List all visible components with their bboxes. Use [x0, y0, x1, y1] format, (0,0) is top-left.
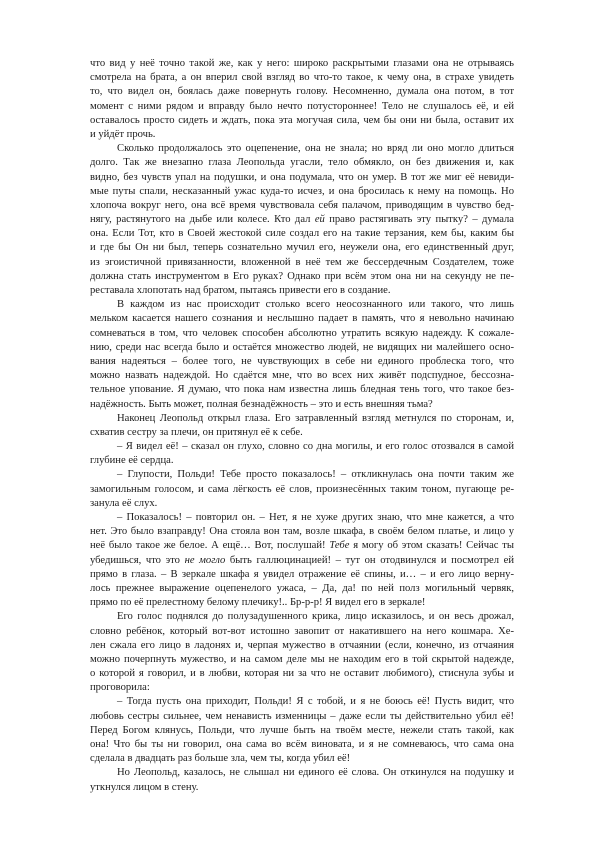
- text-line: хлопоча вокруг него, она всё время чувствовала себя палачом, приводящим в чувство бед-: [90, 199, 514, 211]
- emphasized-word: не могло: [184, 554, 226, 566]
- text-line: – Глупости, Польди! Тебе просто показалось! – откликнулась она почти таким же: [117, 469, 514, 481]
- text-line: и где бы Он ни был, теперь сознательно мучил его, неужели она, его единственный друг,: [90, 242, 514, 254]
- emphasized-word: ей: [314, 214, 325, 226]
- text-line: занула её слух.: [90, 497, 158, 509]
- text-line: – Показалось! – повторил он. – Нет, я не хуже других знаю, что мне кажется, а что: [117, 512, 514, 523]
- text-line: мые путы спали, несказанный ужас куда-то исчез, и она бросилась к нему на помощь. Но: [90, 185, 514, 197]
- text-line: нягу, растянутого на дыбе или колесе. Кто дал ей право растягивать эту пытку? – думала: [90, 214, 514, 226]
- text-line: оставалось просто сидеть и ждать, пока эта могучая сила, чем бы они ни была, оставит их: [90, 114, 514, 126]
- text-line: вания надеяться – более того, не чувствующих в себе ни единого проблеска того, что: [90, 355, 514, 367]
- text-line: прямо по её прелестному белому плечику!.. Бр-р-р! Я видел его в зеркале!: [90, 597, 426, 609]
- text-line: видно, без чувств упал на подушки, и она подумала, что он умер. В тот же миг её невиди-: [90, 171, 514, 183]
- text-line: мельком касается нашего сознания и неслышно падает в память, что я невольно начинаю: [90, 313, 514, 325]
- text-line: можно почерпнуть мужество, и на самом деле мы не находим его в той скрытой надежде,: [90, 653, 514, 665]
- text-line: глубине её сердца.: [90, 455, 174, 467]
- text-line: проговорила:: [90, 682, 150, 694]
- text-line: тельное упование. Я думаю, что пока нам известна лишь бледная тень того, что такое без-: [90, 384, 514, 396]
- text-line: – Я видел её! – сказал он глухо, словно со дна могилы, и его голос отозвался в самой: [117, 441, 514, 453]
- text-line: лен сжала его лицо в ладонях и, черпая мужество в отчаянии (если, конечно, из отчаяния: [90, 639, 514, 651]
- text-line: Наконец Леопольд открыл глаза. Его затравленный взгляд метнулся по сторонам, и,: [117, 412, 514, 424]
- text-line: неё было такое же белое. А ещё… Вот, послушай! Тебе я могу об этом сказать! Сейчас ты: [90, 540, 514, 552]
- text-line: схватив сестру за плечи, он притянул её к себе.: [90, 426, 303, 438]
- text-line: она. Если Тот, кто в Своей жестокой силе создал его на такие терзания, кем бы, каким бы: [90, 228, 514, 240]
- document-body-text: [90, 57, 514, 795]
- text-line: В каждом из нас происходит столько всего неосознанного или такого, что лишь: [117, 299, 514, 311]
- text-line: сомневаться в том, что человек способен абсолютно утратить всякую надежду. К сожале-: [90, 327, 514, 339]
- text-line: нет. Это было взаправду! Она стояла вон там, возле шкафа, в своём белом платье, и лицо у: [90, 526, 514, 538]
- text-line: момент с ними рядом и вправду было нечто потустороннее! Тело не слушалось её, и ей: [90, 100, 514, 112]
- emphasized-word: Тебе: [329, 540, 350, 552]
- text-line: Его голос поднялся до полузадушенного крика, лицо исказилось, и он весь дрожал,: [117, 611, 514, 623]
- text-line: то, что видел он, боялась даже повернуть голову. Несомненно, думала она потом, в тот: [90, 86, 514, 98]
- text-line: и уйдёт прочь.: [90, 128, 156, 140]
- text-line: замогильным голосом, и сама лёгкость её слов, произнесённых таким тоном, пугающе ре-: [90, 483, 514, 495]
- text-line: словно ребёнок, который вот-вот истошно завопит от накатившего на него кошмара. Хе-: [90, 625, 514, 637]
- text-line: что вид у неё точно такой же, как у него: широко раскрытыми глазами она не отрываясь: [90, 58, 514, 69]
- text-line: – Тогда пусть она приходит, Польди! Я с тобой, и я не боюсь её! Пусть видит, что: [117, 696, 514, 708]
- text-line: нию, среди нас всегда было и остаётся множество людей, не видящих ни малейшего осно-: [90, 341, 514, 353]
- text-line: надёжность. Быть может, полная безнадёжность – это и есть внешняя тьма?: [90, 398, 433, 410]
- text-line: Но Леопольд, казалось, не слышал ни единого её слова. Он откинулся на подушку и: [117, 767, 514, 779]
- text-line: должна стать инструментом в Его руках? Однако при всём этом она ни на секунду не пе-: [90, 270, 514, 282]
- text-line: лось прежнее выражение оцепенелого ужаса, – Да, да! по ней полз могильный червяк,: [90, 582, 514, 594]
- text-line: о которой я говорил, и в любви, которая ни за что не оставит любимого), стиснула зубы и: [90, 668, 514, 680]
- text-line: смотрела на брата, а он вперил свой взгляд во что-то такое, к чему она, в страхе увидеть: [90, 72, 514, 84]
- text-line: уткнулся лицом в стену.: [90, 781, 199, 793]
- text-line: сделала в двадцать раз больше зла, чем ты, когда убил её!: [90, 753, 351, 765]
- text-line: реставала хлопотать над братом, пытаясь привести его в создание.: [90, 285, 391, 296]
- text-line: любовь сестры сильнее, чем ненависть изменницы – даже если ты действительно убил её!: [90, 710, 514, 722]
- text-line: Сколько продолжалось это оцепенение, она не знала; но вряд ли оно могло длиться: [117, 143, 514, 155]
- text-line: Перед Богом клянусь, Польди, что лучше быть на твоём месте, нежели стать такой, как: [90, 724, 514, 736]
- text-line: она! Что бы ты ни говорил, она сама во всём виновата, и я не сомневаюсь, что сама она: [90, 739, 514, 750]
- text-line: прямо в глаза. – В зеркале шкафа я увидел отражение её спины, и… – и его лицо верну-: [90, 568, 514, 580]
- text-line: убедишься, что это не могло быть галлюцинацией! – тут он отодвинулся и посмотрел ей: [90, 554, 515, 566]
- text-line: можно назвать надеждой. Но сдаётся мне, что во всех них живёт подспудное, бессозна-: [90, 370, 514, 382]
- text-line: из эгоистичной привязанности, вложенной в неё тем же бессердечным Создателем, тоже: [90, 256, 514, 268]
- text-line: долго. Так же внезапно глаза Леопольда угасли, тело обмякло, он без движения и, как: [90, 157, 514, 169]
